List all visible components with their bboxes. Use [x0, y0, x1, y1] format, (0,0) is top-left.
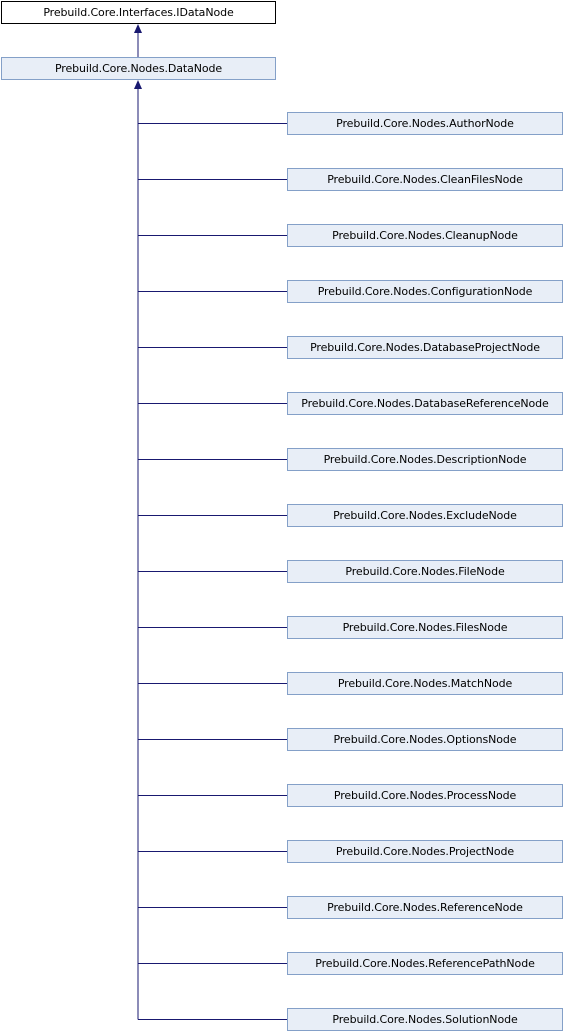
derived-node[interactable]	[287, 280, 563, 303]
derived-node-label: Prebuild.Core.Nodes.SolutionNode	[332, 1013, 518, 1026]
derived-node[interactable]	[287, 896, 563, 919]
derived-node-label: Prebuild.Core.Nodes.FileNode	[345, 565, 505, 578]
derived-node-label: Prebuild.Core.Nodes.CleanFilesNode	[327, 173, 523, 186]
derived-node[interactable]	[287, 504, 563, 527]
derived-node-label: Prebuild.Core.Nodes.ProcessNode	[333, 789, 517, 802]
derived-node-label: Prebuild.Core.Nodes.ReferencePathNode	[315, 957, 535, 970]
derived-node[interactable]	[287, 168, 563, 191]
derived-node[interactable]	[287, 784, 563, 807]
derived-node-label: Prebuild.Core.Nodes.DatabaseReferenceNode	[301, 397, 549, 410]
interface-node-idatanode[interactable]	[1, 1, 276, 24]
derived-node-label: Prebuild.Core.Nodes.ExcludeNode	[333, 509, 517, 522]
derived-node[interactable]	[287, 672, 563, 695]
derived-node-label: Prebuild.Core.Nodes.DatabaseProjectNode	[310, 341, 540, 354]
derived-node-label: Prebuild.Core.Nodes.OptionsNode	[333, 733, 517, 746]
derived-node[interactable]	[287, 1008, 563, 1031]
derived-node-label: Prebuild.Core.Nodes.FilesNode	[342, 621, 508, 634]
derived-node-label: Prebuild.Core.Nodes.MatchNode	[337, 677, 513, 690]
derived-node[interactable]	[287, 560, 563, 583]
derived-node-label: Prebuild.Core.Nodes.CleanupNode	[332, 229, 518, 242]
derived-node-label: Prebuild.Core.Nodes.ConfigurationNode	[317, 285, 533, 298]
derived-node[interactable]	[287, 448, 563, 471]
interface-node-label: Prebuild.Core.Interfaces.IDataNode	[43, 6, 234, 19]
edge-arrowhead-interface	[134, 24, 142, 33]
base-node-label: Prebuild.Core.Nodes.DataNode	[54, 62, 223, 75]
derived-node-label: Prebuild.Core.Nodes.DescriptionNode	[323, 453, 527, 466]
derived-node[interactable]	[287, 952, 563, 975]
derived-node[interactable]	[287, 112, 563, 135]
derived-node-label: Prebuild.Core.Nodes.AuthorNode	[336, 117, 514, 130]
derived-node[interactable]	[287, 336, 563, 359]
edge-arrowhead-base	[134, 80, 142, 89]
derived-node-label: Prebuild.Core.Nodes.ProjectNode	[335, 845, 515, 858]
derived-node[interactable]	[287, 840, 563, 863]
base-node-datanode[interactable]	[1, 57, 276, 80]
derived-node[interactable]	[287, 224, 563, 247]
derived-node-label: Prebuild.Core.Nodes.ReferenceNode	[327, 901, 523, 914]
derived-node[interactable]	[287, 728, 563, 751]
derived-node[interactable]	[287, 392, 563, 415]
derived-node[interactable]	[287, 616, 563, 639]
